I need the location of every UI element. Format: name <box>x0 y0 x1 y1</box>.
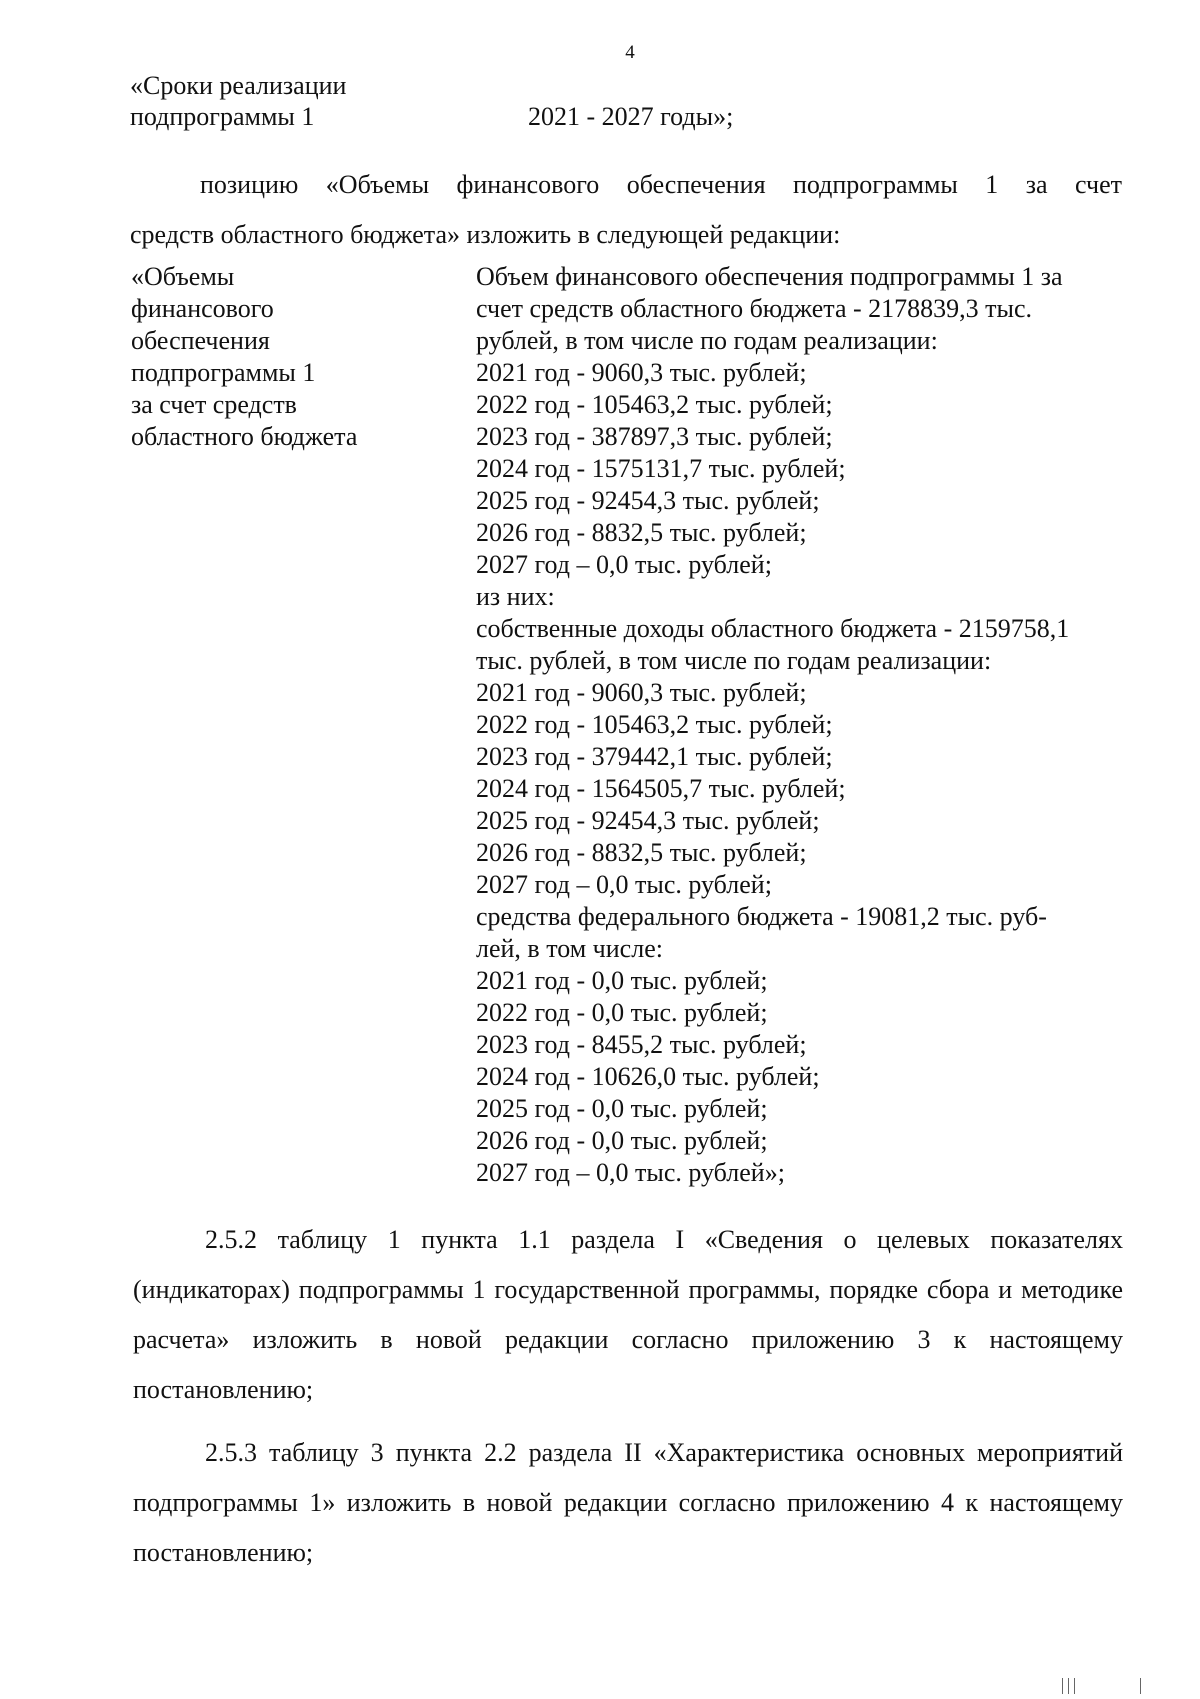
financing-detail-line: средства федерального бюджета - 19081,2 тыс. руб- <box>476 902 1047 931</box>
implementation-period-label-line-2: подпрограммы 1 <box>130 102 315 131</box>
financing-detail-line: 2022 год - 105463,2 тыс. рублей; <box>476 710 833 739</box>
financing-detail-line: 2027 год – 0,0 тыс. рублей; <box>476 550 772 579</box>
financing-detail-line: лей, в том числе: <box>476 934 663 963</box>
financing-detail-line: рублей, в том числе по годам реализации: <box>476 326 938 355</box>
financing-detail-line: 2023 год - 387897,3 тыс. рублей; <box>476 422 833 451</box>
implementation-period-label-line-1: «Сроки реализации <box>130 71 347 100</box>
scan-marks <box>1062 1678 1146 1699</box>
financing-detail-line: собственные доходы областного бюджета - 2159758,1 <box>476 614 1070 643</box>
scan-mark <box>1068 1678 1069 1694</box>
financing-detail-line: 2026 год - 8832,5 тыс. рублей; <box>476 518 807 547</box>
implementation-period-row <box>130 70 1130 132</box>
intro-paragraph-line-2: средств областного бюджета» изложить в следующей редакции: <box>130 220 841 249</box>
financing-detail-line: 2021 год - 9060,3 тыс. рублей; <box>476 678 807 707</box>
financing-label-line: подпрограммы 1 <box>131 358 316 387</box>
financing-label-line: обеспечения <box>131 326 270 355</box>
financing-detail-line: 2021 год - 0,0 тыс. рублей; <box>476 966 768 995</box>
scan-mark <box>1140 1678 1141 1694</box>
page-number: 4 <box>625 42 635 63</box>
financing-detail-line: 2024 год - 1564505,7 тыс. рублей; <box>476 774 846 803</box>
scan-mark <box>1062 1678 1063 1694</box>
financing-detail-line: 2022 год - 105463,2 тыс. рублей; <box>476 390 833 419</box>
financing-detail-line: 2025 год - 92454,3 тыс. рублей; <box>476 486 820 515</box>
intro-paragraph-line-1: позицию «Объемы финансового обеспечения подпрограммы 1 за счет <box>200 170 1122 199</box>
financing-volumes-label <box>131 261 451 453</box>
implementation-period-value: 2021 - 2027 годы»; <box>528 102 734 131</box>
financing-detail-line: Объем финансового обеспечения подпрограммы 1 за <box>476 262 1063 291</box>
intro-paragraph <box>130 160 1122 260</box>
financing-detail-line: 2027 год – 0,0 тыс. рублей»; <box>476 1158 785 1187</box>
financing-detail-line: 2026 год - 8832,5 тыс. рублей; <box>476 838 807 867</box>
financing-detail-line: 2022 год - 0,0 тыс. рублей; <box>476 998 768 1027</box>
paragraph-2-5-3: 2.5.3 таблицу 3 пункта 2.2 раздела II «Характеристика основных мероприятий подпрограммы 1» изложить в новой редакции согласно приложению 4 к настоящему постановлению; <box>133 1438 1123 1567</box>
financing-detail-line: 2025 год - 0,0 тыс. рублей; <box>476 1094 768 1123</box>
financing-detail-line: из них: <box>476 582 555 611</box>
scan-mark <box>1074 1678 1075 1694</box>
financing-detail-line: тыс. рублей, в том числе по годам реализации: <box>476 646 992 675</box>
financing-detail-line: 2025 год - 92454,3 тыс. рублей; <box>476 806 820 835</box>
financing-label-line: областного бюджета <box>131 422 358 451</box>
financing-volumes-details <box>476 261 1136 1189</box>
financing-detail-line: 2026 год - 0,0 тыс. рублей; <box>476 1126 768 1155</box>
financing-label-line: за счет средств <box>131 390 297 419</box>
paragraph-2-5-2: 2.5.2 таблицу 1 пункта 1.1 раздела I «Сведения о целевых показателях (индикаторах) подпрограммы 1 государственной программы, порядке сбора и методике расчета» изложить в новой редакции согласно приложению 3 к настоящему постановлению; <box>133 1225 1123 1404</box>
financing-detail-line: счет средств областного бюджета - 2178839,3 тыс. <box>476 294 1033 323</box>
financing-detail-line: 2023 год - 379442,1 тыс. рублей; <box>476 742 833 771</box>
financing-detail-line: 2021 год - 9060,3 тыс. рублей; <box>476 358 807 387</box>
financing-detail-line: 2024 год - 1575131,7 тыс. рублей; <box>476 454 846 483</box>
financing-detail-line: 2027 год – 0,0 тыс. рублей; <box>476 870 772 899</box>
financing-detail-line: 2023 год - 8455,2 тыс. рублей; <box>476 1030 807 1059</box>
financing-label-line: финансового <box>131 294 274 323</box>
financing-label-line: «Объемы <box>131 262 235 291</box>
implementation-period-label <box>130 70 530 132</box>
financing-detail-line: 2024 год - 10626,0 тыс. рублей; <box>476 1062 820 1091</box>
